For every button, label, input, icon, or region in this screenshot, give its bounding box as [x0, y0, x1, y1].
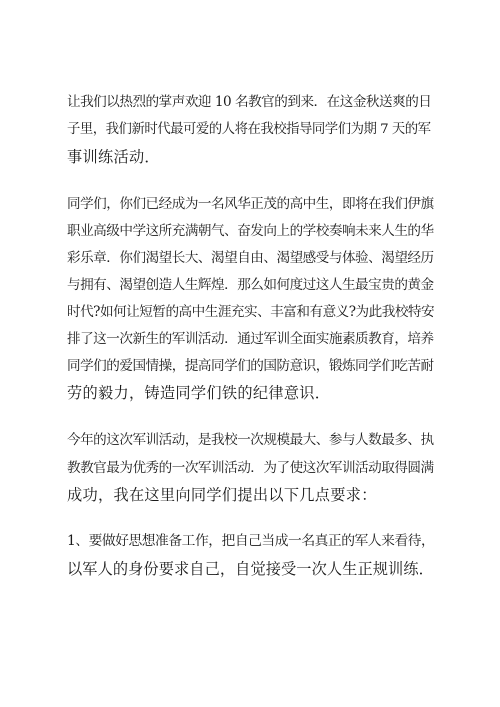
- paragraph-3-line-1: 今年的这次军训活动，是我校一次规模最大、参与人数最多、执: [67, 432, 434, 448]
- paragraph-2-line-4: 与拥有、渴望创造人生辉煌．那么如何度过这人生最宝贵的黄金: [67, 277, 434, 293]
- paragraph-2-line-3: 彩乐章．你们渴望长大、渴望自由、渴望感受与体验、渴望经历: [67, 250, 434, 266]
- paragraph-1-line-3: 事训练活动．: [67, 148, 160, 166]
- paragraph-3-line-3: 成功，我在这里向同学们提出以下几点要求：: [67, 486, 377, 504]
- paragraph-3-line-2: 教教官最为优秀的一次军训活动．为了使这次军训活动取得圆满: [67, 460, 434, 476]
- paragraph-1-line-2: 子里，我们新时代最可爱的人将在我校指导同学们为期 7 天的军: [67, 122, 431, 137]
- paragraph-2-line-1: 同学们，你们已经成为一名风华正茂的高中生，即将在我们伊旗: [67, 196, 434, 212]
- paragraph-2-line-5: 时代?如何让短暂的高中生涯充实、丰富和有意义?为此我校特安: [67, 304, 435, 320]
- paragraph-2-line-8: 劳的毅力，铸造同学们铁的纪律意识．: [67, 384, 331, 402]
- paragraph-2-line-7: 同学们的爱国情操，提高同学们的国防意识，锻炼同学们吃苦耐: [67, 358, 434, 374]
- paragraph-2-line-6: 排了这一次新生的军训活动．通过军训全面实施素质教育，培养: [67, 331, 434, 347]
- paragraph-4-line-2: 以军人的身份要求自己，自觉接受一次人生正规训练．: [67, 560, 434, 578]
- paragraph-4-line-1: 1、要做好思想准备工作，把自己当成一名真正的军人来看待，: [67, 533, 435, 549]
- paragraph-1-line-1: 让我们以热烈的掌声欢迎 10 名教官的到来．在这金秋送爽的日: [67, 94, 432, 110]
- paragraph-2-line-2: 职业高级中学这所充满朝气、奋发向上的学校奏响未来人生的华: [67, 223, 434, 239]
